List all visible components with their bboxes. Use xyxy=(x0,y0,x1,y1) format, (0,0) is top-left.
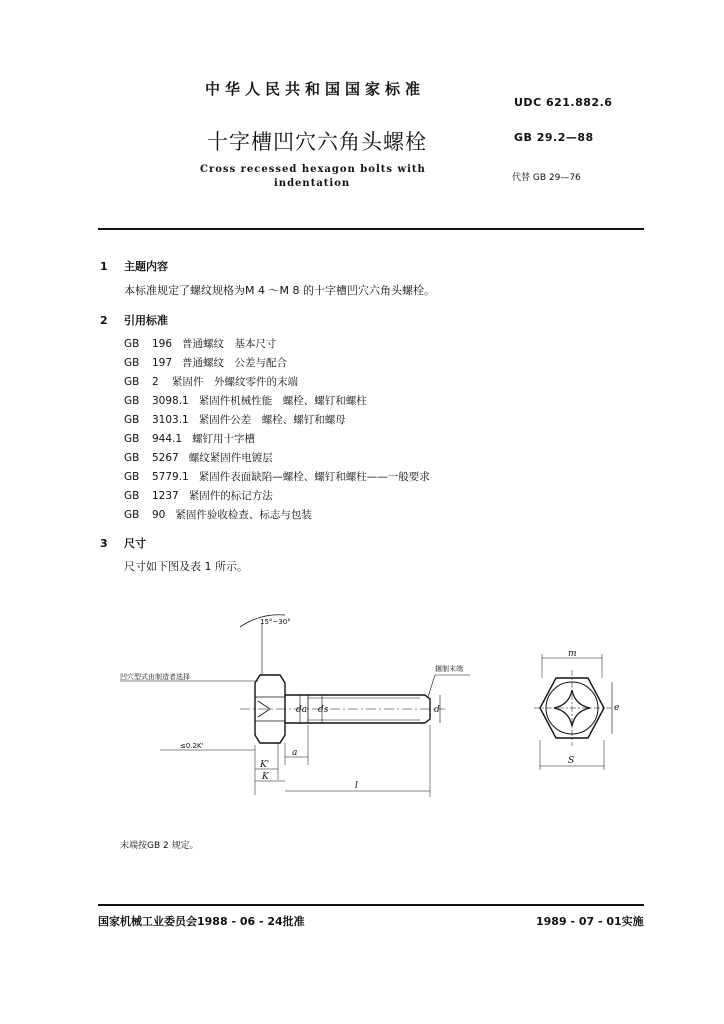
ref-number: 90 xyxy=(152,509,166,521)
approval-date: 国家机械工业委员会1988 - 06 - 24批准 xyxy=(98,915,305,928)
ref-title: 螺钉用十字槽 xyxy=(192,433,256,445)
ref-number: 5267 xyxy=(152,452,179,464)
ref-title: 紧固件表面缺陷—螺栓、螺钉和螺柱——一般要求 xyxy=(198,471,430,483)
ref-title: 紧固件验收检查、标志与包装 xyxy=(175,509,312,521)
gb-number: GB 29.2—88 xyxy=(514,131,594,144)
ref-prefix: GB xyxy=(124,509,140,521)
reference-item xyxy=(124,393,367,408)
page-title: 十字槽凹穴六角头螺栓 xyxy=(207,130,427,154)
reference-item xyxy=(124,507,312,522)
english-title-line1: Cross recessed hexagon bolts with xyxy=(200,164,426,175)
reference-item xyxy=(124,412,346,427)
ref-number: 3103.1 xyxy=(152,414,189,426)
da-label: da xyxy=(296,705,308,715)
ref-number: 3098.1 xyxy=(152,395,189,407)
end-leader xyxy=(428,675,435,697)
section-title: 主题内容 xyxy=(124,260,168,273)
reference-item xyxy=(124,488,273,503)
section-1-heading xyxy=(100,258,168,274)
ref-prefix: GB xyxy=(124,338,140,350)
ref-prefix: GB xyxy=(124,490,140,502)
footer-divider xyxy=(98,904,644,906)
bolt-end-view-drawing xyxy=(528,648,620,778)
udc-number: UDC 621.882.6 xyxy=(514,96,613,109)
ds-label: ds xyxy=(318,705,329,715)
replaces-standard: 代替 GB 29—76 xyxy=(512,173,581,183)
ref-number: 197 xyxy=(152,357,173,369)
ref-prefix: GB xyxy=(124,376,140,388)
ref-title: 紧固件 外螺纹零件的末端 xyxy=(172,376,298,388)
reference-item xyxy=(124,469,430,484)
reference-item xyxy=(124,374,298,389)
angle-label: 15°~30° xyxy=(260,618,291,626)
reference-item xyxy=(124,355,287,370)
ref-prefix: GB xyxy=(124,433,140,445)
m-label: m xyxy=(568,649,577,659)
section-2-heading xyxy=(100,312,168,328)
ref-number: 196 xyxy=(152,338,173,350)
ref-title: 紧固件机械性能 螺栓、螺钉和螺柱 xyxy=(198,395,367,407)
end-note: 末端按GB 2 规定。 xyxy=(120,841,199,851)
ref-title: 紧固件公差 螺栓、螺钉和螺母 xyxy=(198,414,346,426)
section-number: 3 xyxy=(100,537,108,550)
standard-organization: 中华人民共和国国家标准 xyxy=(205,80,426,98)
ref-title: 普通螺纹 基本尺寸 xyxy=(182,338,277,350)
transition-label: ≤0.2K' xyxy=(180,742,204,750)
ref-prefix: GB xyxy=(124,395,140,407)
ref-prefix: GB xyxy=(124,452,140,464)
ref-title: 普通螺纹 公差与配合 xyxy=(182,357,288,369)
english-title-line2: indentation xyxy=(274,178,351,189)
k-label: K xyxy=(262,772,269,782)
ref-prefix: GB xyxy=(124,471,140,483)
ref-number: 944.1 xyxy=(152,433,183,445)
section-number: 1 xyxy=(100,260,108,273)
ref-prefix: GB xyxy=(124,357,140,369)
section-title: 引用标准 xyxy=(124,314,168,327)
reference-item xyxy=(124,450,273,465)
section-title: 尺寸 xyxy=(124,537,146,550)
effective-date: 1989 - 07 - 01实施 xyxy=(536,915,644,928)
ref-number: 5779.1 xyxy=(152,471,189,483)
a-label: a xyxy=(292,748,298,758)
l-label: l xyxy=(355,781,358,791)
ref-number: 1237 xyxy=(152,490,179,502)
ref-title: 螺纹紧固件电镀层 xyxy=(188,452,273,464)
indent-label: 凹穴型式由制造者选择 xyxy=(120,673,190,681)
end-label: 辗制末端 xyxy=(435,665,463,673)
section-3-text: 尺寸如下图及表 1 所示。 xyxy=(124,560,248,573)
ref-title: 紧固件的标记方法 xyxy=(188,490,273,502)
section-3-heading xyxy=(100,535,146,551)
e-label: e xyxy=(614,703,620,713)
ref-number: 2 xyxy=(152,376,159,388)
section-1-text: 本标准规定了螺纹规格为M 4 ～M 8 的十字槽凹穴六角头螺栓。 xyxy=(124,284,435,297)
kp-label: K' xyxy=(260,760,270,770)
reference-item xyxy=(124,431,255,446)
ref-prefix: GB xyxy=(124,414,140,426)
reference-item xyxy=(124,336,277,351)
bolt-side-view-drawing xyxy=(110,605,463,805)
s-label: S xyxy=(568,756,575,766)
header-divider xyxy=(98,228,644,230)
section-number: 2 xyxy=(100,314,108,327)
d-label: d xyxy=(434,705,440,715)
